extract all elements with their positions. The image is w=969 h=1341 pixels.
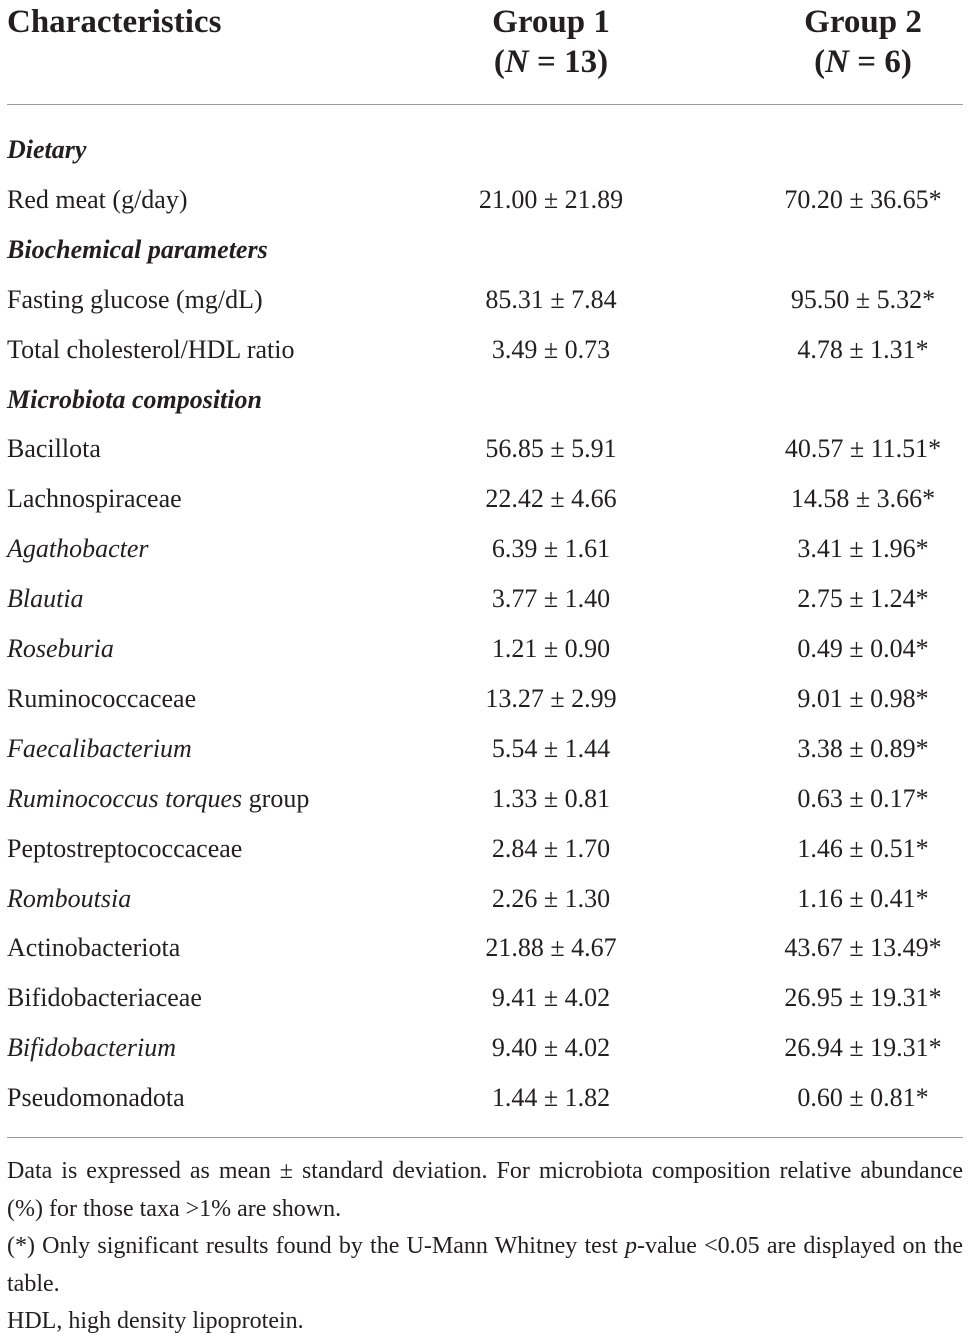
table-row — [0, 679, 969, 719]
group-1-value: 6.39 ± 1.61 — [491, 534, 611, 564]
table-row — [0, 829, 969, 869]
group-1-value: 2.26 ± 1.30 — [491, 883, 611, 913]
row-label: Lachnospiraceae — [7, 484, 182, 514]
group-2-sample-size: (N = 6) — [814, 44, 912, 80]
row-label: Peptostreptococcaceae — [7, 833, 243, 863]
group-1-title: Group 1 — [492, 4, 610, 40]
table-row — [0, 1078, 969, 1118]
group-2-value: 26.94 ± 19.31* — [784, 1033, 942, 1063]
table-row — [0, 180, 969, 220]
table-footnotes — [7, 1153, 963, 1341]
footnote-abbreviation: HDL, high density lipoprotein. — [7, 1308, 304, 1334]
row-label: Ruminococcus torques group — [7, 783, 310, 813]
row-label: Bifidobacteriaceae — [7, 983, 202, 1013]
group-2-value: 2.75 ± 1.24* — [797, 584, 929, 614]
table-row — [0, 978, 969, 1018]
group-2-value: 0.49 ± 0.04* — [797, 634, 929, 663]
group-1-value: 1.33 ± 0.81 — [491, 783, 611, 813]
column-header-characteristics: Characteristics — [7, 4, 222, 40]
row-label: Pseudomonadota — [7, 1083, 185, 1113]
table-row — [0, 429, 969, 469]
row-label: Roseburia — [7, 634, 114, 663]
group-1-sample-size: (N = 13) — [493, 44, 609, 80]
group-1-value: 85.31 ± 7.84 — [485, 284, 617, 314]
group-1-value: 21.88 ± 4.67 — [485, 933, 617, 963]
row-label: Actinobacteriota — [7, 933, 181, 963]
table-header — [0, 0, 969, 104]
table-row — [0, 1028, 969, 1068]
row-label: Bacillota — [7, 434, 101, 464]
row-label: Red meat (g/day) — [7, 184, 188, 214]
group-2-value: 3.41 ± 1.96* — [797, 534, 929, 564]
group-1-value: 1.44 ± 1.82 — [491, 1083, 611, 1113]
footnote-data-expression: Data is expressed as mean ± standard deviation. For microbiota composition relative abundance (%) for those taxa >1% are shown. — [7, 1158, 963, 1222]
row-label: Romboutsia — [7, 883, 132, 913]
group-1-value: 9.40 ± 4.02 — [491, 1033, 611, 1063]
column-header-group-1 — [421, 2, 681, 82]
group-2-value: 70.20 ± 36.65* — [784, 184, 942, 214]
row-label: Faecalibacterium — [7, 733, 192, 763]
group-1-value: 21.00 ± 21.89 — [478, 184, 624, 214]
footer-divider — [7, 1137, 963, 1138]
row-label: Bifidobacterium — [7, 1033, 176, 1063]
section-label: Microbiota composition — [7, 384, 262, 414]
table-row — [0, 879, 969, 919]
group-1-value: 13.27 ± 2.99 — [485, 683, 617, 713]
table-row — [0, 330, 969, 370]
table-row — [0, 629, 969, 669]
table-row — [0, 729, 969, 769]
table-row — [0, 529, 969, 569]
column-header-group-2 — [733, 2, 969, 82]
section-header-row — [0, 130, 969, 170]
group-2-value: 4.78 ± 1.31* — [797, 334, 929, 364]
section-label: Biochemical parameters — [7, 234, 268, 264]
row-label: Blautia — [7, 584, 84, 614]
group-1-value: 56.85 ± 5.91 — [485, 434, 617, 464]
group-1-value: 1.21 ± 0.90 — [491, 634, 611, 663]
row-label: Total cholesterol/HDL ratio — [7, 334, 295, 364]
table-row — [0, 479, 969, 519]
group-2-title: Group 2 — [804, 4, 922, 40]
group-2-value: 3.38 ± 0.89* — [797, 733, 929, 763]
group-2-value: 43.67 ± 13.49* — [784, 933, 942, 963]
group-2-value: 40.57 ± 11.51* — [784, 434, 942, 464]
group-2-value: 0.63 ± 0.17* — [797, 783, 929, 813]
group-2-value: 1.46 ± 0.51* — [797, 833, 929, 863]
group-1-value: 3.49 ± 0.73 — [491, 334, 611, 364]
section-header-row — [0, 380, 969, 420]
group-1-value: 2.84 ± 1.70 — [491, 833, 611, 863]
section-header-row — [0, 230, 969, 270]
group-1-value: 5.54 ± 1.44 — [491, 733, 611, 763]
header-divider — [7, 104, 963, 105]
row-label: Ruminococcaceae — [7, 683, 197, 713]
table-row — [0, 779, 969, 819]
group-1-value: 3.77 ± 1.40 — [491, 584, 611, 614]
group-1-value: 9.41 ± 4.02 — [491, 983, 611, 1013]
group-2-value: 0.60 ± 0.81* — [797, 1083, 929, 1113]
row-label: Agathobacter — [7, 534, 149, 564]
group-1-value: 22.42 ± 4.66 — [485, 484, 617, 514]
group-2-value: 26.95 ± 19.31* — [784, 983, 942, 1013]
table-row — [0, 579, 969, 619]
footnote-significance: (*) Only significant results found by the U-Mann Whitney test p-value <0.05 are displayed on the table. — [7, 1233, 963, 1297]
row-label: Fasting glucose (mg/dL) — [7, 284, 263, 314]
section-label: Dietary — [7, 135, 87, 164]
table-row — [0, 928, 969, 968]
table-row — [0, 280, 969, 320]
group-2-value: 9.01 ± 0.98* — [797, 683, 929, 713]
group-2-value: 1.16 ± 0.41* — [797, 883, 929, 913]
group-2-value: 95.50 ± 5.32* — [790, 284, 936, 314]
group-2-value: 14.58 ± 3.66* — [790, 484, 936, 514]
